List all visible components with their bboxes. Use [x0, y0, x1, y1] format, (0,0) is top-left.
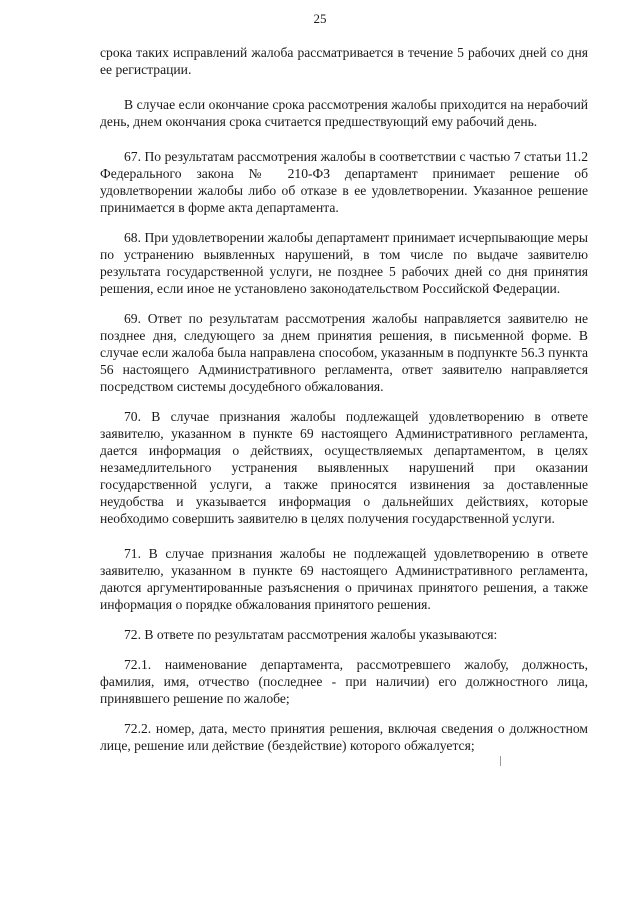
paragraph-68: 68. При удовлетворении жалобы департамент принимает исчерпывающие меры по устранению выявленных нарушений, в том числе по выдаче заявителю результата государственной услуги, не позднее 5 рабочих дней со дня принятия решения, если иное не установлено законодательством Российской Федерации. [100, 230, 588, 296]
document-body [100, 44, 588, 764]
paragraph-69: 69. Ответ по результатам рассмотрения жалобы направляется заявителю не позднее дня, следующего за днем принятия решения, в письменной форме. В случае если жалоба была направлена способом, указанным в подпункте 56.3 пункта 56 настоящего Административного регламента, ответ заявителю направляется посредством системы досудебного обжалования. [100, 311, 588, 394]
paragraph-67: 67. По результатам рассмотрения жалобы в соответствии с частью 7 статьи 11.2 Федерального закона № 210-ФЗ департамент принимает решение об удовлетворении жалобы либо об отказе в ее удовлетворении. Указанное решение принимается в форме акта департамента. [100, 149, 588, 215]
paragraph-continuation: срока таких исправлений жалоба рассматривается в течение 5 рабочих дней со дня ее регистрации. [100, 45, 588, 77]
paragraph-70: 70. В случае признания жалобы подлежащей удовлетворению в ответе заявителю, указанном в пункте 69 настоящего Административного регламента, дается информация о действиях, осуществляемых департаментом, в целях незамедлительного устранения выявленных нарушений при оказании государственной услуги, а также приносятся извинения за доставленные неудобства и указывается информация о дальнейших действиях, которые необходимо совершить заявителю в целях получения государственной услуги. [100, 409, 588, 526]
paragraph-72: 72. В ответе по результатам рассмотрения жалобы указываются: [124, 627, 498, 642]
paragraph-72-2: 72.2. номер, дата, место принятия решения, включая сведения о должностном лице, решение или действие (бездействие) которого обжалуется; [100, 721, 588, 753]
paragraph-nonworking-day: В случае если окончание срока рассмотрения жалобы приходится на нерабочий день, днем окончания срока считается предшествующий ему рабочий день. [100, 97, 588, 129]
paragraph-71: 71. В случае признания жалобы не подлежащей удовлетворению в ответе заявителю, указанном в пункте 69 настоящего Административного регламента, даются аргументированные разъяснения о причинах принятого решения, а также информация о порядке обжалования принятого решения. [100, 546, 588, 612]
scan-artifact-mark [500, 756, 501, 766]
page-number: 25 [313, 11, 327, 26]
paragraph-72-1: 72.1. наименование департамента, рассмотревшего жалобу, должность, фамилия, имя, отчество (последнее - при наличии) его должностного лица, принявшего решение по жалобе; [100, 657, 588, 706]
